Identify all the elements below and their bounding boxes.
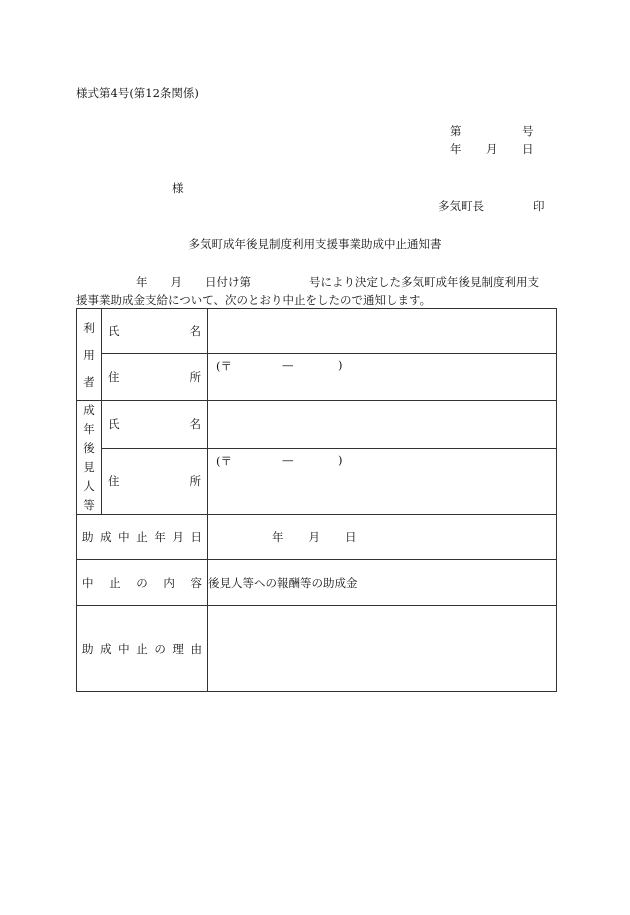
user-group-label: 利 用 者 — [77, 309, 102, 401]
form-number-label: 様式第4号(第12条関係) — [76, 86, 199, 100]
notification-table — [76, 308, 557, 692]
postal-open: (〒 — [216, 453, 232, 468]
seal-mark: 印 — [533, 199, 545, 213]
postal-close: ) — [338, 358, 343, 372]
stop-date-month: 月 — [308, 530, 320, 544]
content-label: 中 止 の 内 容 — [77, 560, 208, 606]
document-number-suffix: 号 — [522, 124, 534, 138]
postal-open: (〒 — [216, 359, 232, 373]
reason-label: 助 成 中 止 の 理 由 — [77, 606, 208, 692]
issuer-name: 多気町長 — [438, 199, 484, 213]
body-line1-rest: 号により決定した多気町成年後見制度利用支 — [309, 275, 539, 289]
document-number-prefix: 第 — [450, 124, 462, 138]
stop-date-label: 助 成 中 止 年 月 日 — [77, 515, 208, 560]
user-address-field[interactable] — [208, 354, 557, 401]
user-address-label: 住 所 — [102, 354, 208, 401]
postal-close: ) — [338, 452, 343, 467]
body-month: 月 — [170, 275, 182, 289]
body-year: 年 — [136, 275, 148, 289]
guardian-group-label: 成 年 後 見 人 等 — [77, 401, 102, 515]
user-name-field[interactable] — [208, 309, 557, 354]
guardian-address-label: 住 所 — [102, 448, 208, 514]
issue-date-year: 年 — [450, 142, 462, 156]
postal-dash: — — [282, 358, 294, 372]
guardian-name-label: 氏 名 — [102, 401, 208, 449]
body-line-2: 援事業助成金支給について、次のとおり中止をしたので通知します。 — [76, 293, 432, 307]
body-day-prefix: 日付け第 — [205, 275, 251, 289]
guardian-address-field[interactable] — [208, 448, 557, 514]
content-value: 後見人等への報酬等の助成金 — [208, 560, 557, 606]
body-paragraph — [76, 273, 539, 309]
guardian-name-field[interactable] — [208, 401, 557, 449]
postal-dash: — — [282, 452, 294, 467]
stop-date-field[interactable] — [208, 515, 557, 560]
issue-date-day: 日 — [522, 142, 534, 156]
reason-field[interactable] — [208, 606, 557, 692]
issue-date-month: 月 — [486, 142, 498, 156]
stop-date-year: 年 — [272, 530, 284, 544]
addressee-suffix: 様 — [172, 181, 184, 195]
user-name-label: 氏 名 — [102, 309, 208, 354]
stop-date-day: 日 — [345, 530, 357, 544]
document-title: 多気町成年後見制度利用支援事業助成中止通知書 — [188, 237, 442, 251]
body-line-1 — [76, 273, 539, 291]
